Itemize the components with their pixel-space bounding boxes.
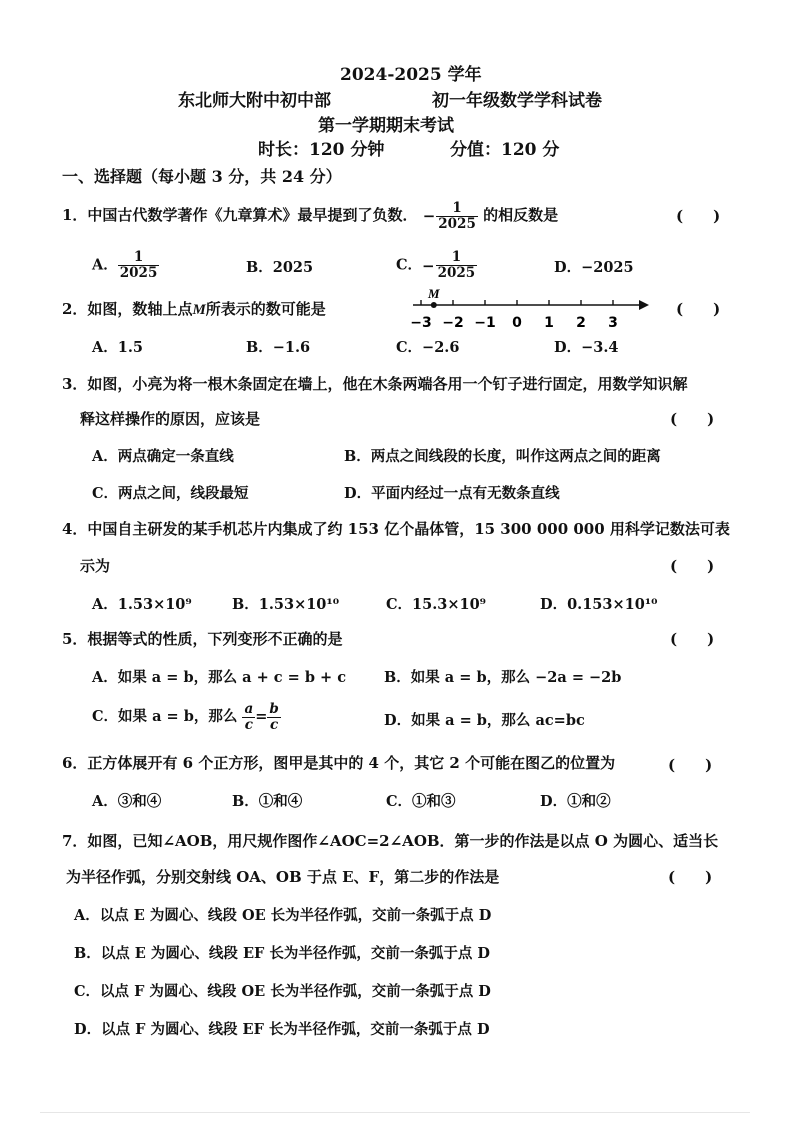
school-year: 2024-2025 学年 — [340, 65, 482, 85]
q7-option-a[interactable]: A．以点 E 为圆心、线段 OE 长为半径作弧，交前一条弧于点 D — [74, 907, 492, 924]
number-line-tick-label: −1 — [474, 315, 496, 331]
q5-frac-b-num: b — [269, 700, 279, 717]
question-2 — [62, 298, 326, 319]
page-bottom-rule — [40, 1112, 750, 1113]
question-1 — [62, 198, 558, 233]
exam-title: 第一学期期末考试 — [318, 116, 454, 136]
q1-stem: 1．中国古代数学著作《九章算术》最早提到了负数． — [62, 206, 418, 224]
q1-option-d[interactable]: D．−2025 — [554, 259, 634, 276]
number-line-tick-label: 1 — [544, 315, 554, 331]
q1-option-c-label: C． — [396, 256, 423, 274]
q1-minus: − — [422, 207, 436, 225]
q1-option-c-minus: − — [422, 256, 435, 275]
q5-option-c-label: C．如果 a = b，那么 — [92, 708, 238, 725]
q3-option-c[interactable]: C．两点之间，线段最短 — [92, 485, 249, 502]
q1-stem-end: 的相反数是 — [483, 206, 559, 224]
number-line-tick-label: 3 — [608, 315, 618, 331]
q7-stem-line-1: 7．如图，已知∠AOB，用尺规作图作∠AOC=2∠AOB．第一步的作法是以点 O 为圆心、适当长 — [62, 832, 719, 850]
q4-stem-line-2: 示为 — [80, 557, 111, 575]
q3-stem-line-2: 释这样操作的原因，应该是 — [80, 410, 261, 428]
number-line-tick-label: 0 — [512, 315, 522, 331]
q6-option-a[interactable]: A．③和④ — [92, 793, 162, 810]
q5-option-c-fraction-b — [267, 702, 280, 733]
q1-option-a-fraction — [118, 250, 160, 281]
q4-option-c[interactable]: C．15.3×10⁹ — [386, 596, 487, 613]
q6-stem: 6．正方体展开有 6 个正方形，图甲是其中的 4 个，其它 2 个可能在图乙的位置为 — [62, 754, 616, 772]
q1-option-b[interactable]: B．2025 — [246, 259, 314, 276]
q5-answer-blank[interactable]: ( ) — [670, 630, 715, 648]
q7-option-b[interactable]: B．以点 E 为圆心、线段 EF 长为半径作弧，交前一条弧于点 D — [74, 945, 490, 962]
q3-answer-blank[interactable]: ( ) — [670, 410, 715, 428]
q7-option-c[interactable]: C．以点 F 为圆心、线段 OE 长为半径作弧，交前一条弧于点 D — [74, 983, 491, 1000]
q5-frac-a-den: c — [244, 716, 253, 733]
q2-option-b[interactable]: B．−1.6 — [246, 339, 311, 356]
q7-stem-line-2: 为半径作弧，分别交射线 OA、OB 于点 E、F，第二步的作法是 — [66, 868, 500, 886]
q1-option-a-num: 1 — [118, 250, 160, 266]
exam-duration: 时长：120 分钟 — [258, 140, 385, 160]
q1-option-a-label: A． — [92, 256, 118, 274]
q1-denominator: 2025 — [438, 215, 476, 232]
q1-option-a-den: 2025 — [119, 265, 158, 281]
q5-frac-a-num: a — [244, 700, 254, 717]
number-line-tick-label: 2 — [576, 315, 586, 331]
q3-option-d[interactable]: D．平面内经过一点有无数条直线 — [344, 485, 560, 502]
point-m — [431, 302, 437, 308]
q1-option-c-fraction — [436, 250, 478, 281]
exam-score: 分值：120 分 — [450, 140, 560, 160]
q4-option-b[interactable]: B．1.53×10¹⁰ — [232, 596, 340, 613]
q1-answer-blank[interactable]: ( ) — [676, 207, 721, 225]
section-heading: 一、选择题（每小题 3 分，共 24 分） — [62, 167, 342, 186]
q6-option-c[interactable]: C．①和③ — [386, 793, 456, 810]
school-name: 东北师大附中初中部 — [178, 91, 331, 111]
q4-answer-blank[interactable]: ( ) — [670, 557, 715, 575]
q6-option-b[interactable]: B．①和④ — [232, 793, 303, 810]
point-m-label: M — [428, 286, 440, 301]
q5-frac-b-den: c — [269, 716, 279, 733]
number-line-labels — [410, 315, 618, 331]
q3-option-a[interactable]: A．两点确定一条直线 — [92, 448, 234, 465]
q4-stem-line-1: 4．中国自主研发的某手机芯片内集成了约 153 亿个晶体管，15 300 000 000 用科学记数法可表 — [62, 520, 730, 538]
q5-option-d[interactable]: D．如果 a = b，那么 ac=bc — [384, 712, 585, 729]
q5-option-b[interactable]: B．如果 a = b，那么 −2a = −2b — [384, 669, 622, 686]
q4-option-d[interactable]: D．0.153×10¹⁰ — [540, 596, 658, 613]
q6-answer-blank[interactable]: ( ) — [668, 756, 713, 774]
q2-option-d[interactable]: D．−3.4 — [554, 339, 619, 356]
q4-option-a[interactable]: A．1.53×10⁹ — [92, 596, 192, 613]
number-line-arrow — [639, 300, 649, 310]
q5-stem: 5．根据等式的性质，下列变形不正确的是 — [62, 630, 343, 648]
q6-option-d[interactable]: D．①和② — [540, 793, 611, 810]
q2-var-m: M — [192, 302, 206, 318]
q1-fraction — [436, 201, 478, 232]
q7-option-d[interactable]: D．以点 F 为圆心、线段 EF 长为半径作弧，交前一条弧于点 D — [74, 1021, 490, 1038]
number-line — [405, 286, 655, 336]
q2-answer-blank[interactable]: ( ) — [676, 300, 721, 318]
q1-option-c[interactable] — [396, 250, 477, 281]
q5-equals: = — [255, 708, 268, 725]
q1-numerator: 1 — [436, 201, 478, 217]
q3-stem-line-1: 3．如图，小亮为将一根木条固定在墙上，他在木条两端各用一个钉子进行固定，用数学知识解 — [62, 375, 688, 393]
q1-option-c-den: 2025 — [437, 265, 476, 281]
q7-answer-blank[interactable]: ( ) — [668, 868, 713, 886]
paper-title: 初一年级数学学科试卷 — [432, 91, 602, 111]
q3-option-b[interactable]: B．两点之间线段的长度，叫作这两点之间的距离 — [344, 448, 661, 465]
q5-option-c-fraction-a — [242, 702, 255, 733]
q1-option-c-num: 1 — [436, 250, 478, 266]
q2-stem-end: 所表示的数可能是 — [205, 300, 326, 318]
q2-option-a[interactable]: A．1.5 — [92, 339, 143, 356]
q2-stem: 2．如图，数轴上点 — [62, 300, 193, 318]
number-line-tick-label: −2 — [442, 315, 464, 331]
number-line-tick-label: −3 — [410, 315, 432, 331]
q1-option-a[interactable] — [92, 250, 159, 281]
q5-option-a[interactable]: A．如果 a = b，那么 a + c = b + c — [92, 669, 347, 686]
q5-option-c[interactable] — [92, 699, 281, 735]
q2-option-c[interactable]: C．−2.6 — [396, 339, 460, 356]
